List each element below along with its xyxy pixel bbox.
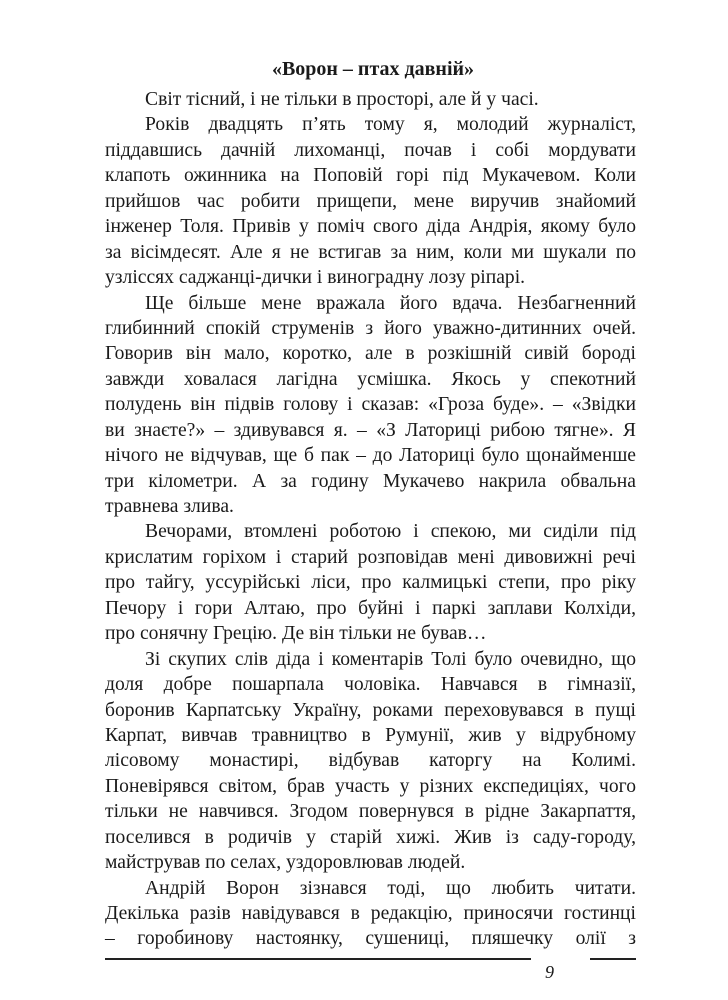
body-text <box>105 87 636 952</box>
text-line: клапоть ожинника на Поповій горі під Мукачевом. Коли <box>105 165 636 187</box>
text-line: доля добре пошарпала чоловіка. Навчався в гімназії, <box>105 674 636 696</box>
text-line: три кілометри. А за годину Мукачево накрила обвальна <box>105 470 636 492</box>
paragraph <box>105 519 636 646</box>
text-line: Зі скупих слів діда і коментарів Толі було очевидно, що <box>145 648 636 670</box>
text-line: Поневірявся світом, брав участь у різних експедиціях, чого <box>105 775 636 797</box>
text-line: завжди ховалася лагідна усмішка. Якось у спекотний <box>105 368 636 390</box>
text-line: піддавшись дачній лихоманці, почав і собі мордувати <box>105 139 636 161</box>
text-line: прийшов час робити прищепи, мене виручив знайомий <box>105 190 636 212</box>
paragraph <box>105 112 636 290</box>
paragraph <box>105 876 636 952</box>
text-line: Років двадцять п’ять тому я, молодий журналіст, <box>145 114 636 136</box>
text-line: крислатим горіхом і старий розповідав мені дивовижні речі <box>105 546 636 568</box>
text-line: Карпат, вивчав травництво в Румунії, жив у відрубному <box>105 724 636 746</box>
text-line: майстрував по селах, уздоровлював людей. <box>105 852 466 874</box>
footer-rule <box>105 958 531 960</box>
footer-rule-short <box>590 958 636 960</box>
text-line: про тайгу, уссурійські ліси, про калмицькі степи, про ріку <box>105 572 636 594</box>
text-line: Вечорами, втомлені роботою і спекою, ми сиділи під <box>145 521 636 543</box>
text-line: ви знаєте?» – здивувався я. – «З Латориці рибою тягне». Я <box>105 419 636 441</box>
text-line: Декілька разів навідувався в редакцію, приносячи гостинці <box>105 903 636 924</box>
page-number: 9 <box>545 962 554 982</box>
text-line: Світ тісний, і не тільки в просторі, але й у часі. <box>145 89 539 110</box>
text-line: глибинний спокій струменів з його уважно-дитинних очей. <box>105 317 636 339</box>
text-line: Ще більше мене вражала його вдача. Незбагненний <box>145 292 636 314</box>
text-line: Андрій Ворон зізнався тоді, що любить читати. <box>145 877 636 899</box>
text-line: нічого не відчував, ще б пак – до Латориці було щонайменше <box>105 445 636 467</box>
text-line: полудень він підвів голову і сказав: «Гроза буде». – «Звідки <box>105 394 636 416</box>
text-line: Говорив він мало, коротко, але в розкішній сивій бороді <box>105 343 636 365</box>
text-line: інженер Толя. Привів у поміч свого діда Андрія, якому було <box>105 216 636 238</box>
paragraph <box>105 87 636 112</box>
text-line: Печору і гори Алтаю, про буйні і паркі заплави Колхіди, <box>105 597 636 619</box>
paragraph <box>105 647 636 876</box>
text-line: про сонячну Грецію. Де він тільки не бував… <box>105 623 487 645</box>
text-line: лісовому монастирі, відбував каторгу на Колимі. <box>105 750 636 772</box>
chapter-title: «Ворон – птах давній» <box>271 58 475 80</box>
text-line: травнева злива. <box>105 496 234 517</box>
paragraph <box>105 291 636 520</box>
text-line: поселився в родичів у старій хижі. Жив із саду-городу, <box>105 826 636 848</box>
text-line: за вісімдесят. Але я не встигав за ним, коли ми шукали по <box>105 241 636 263</box>
text-line: тільки не навчився. Згодом повернувся в рідне Закарпаття, <box>105 801 636 823</box>
text-line: боронив Карпатську Україну, роками переховувався в пущі <box>105 699 636 721</box>
text-line: узліссях саджанці-дички і виноградну лозу ріпарі. <box>105 267 526 289</box>
text-line: – горобинову настоянку, сушениці, пляшечку олії з <box>105 928 636 950</box>
